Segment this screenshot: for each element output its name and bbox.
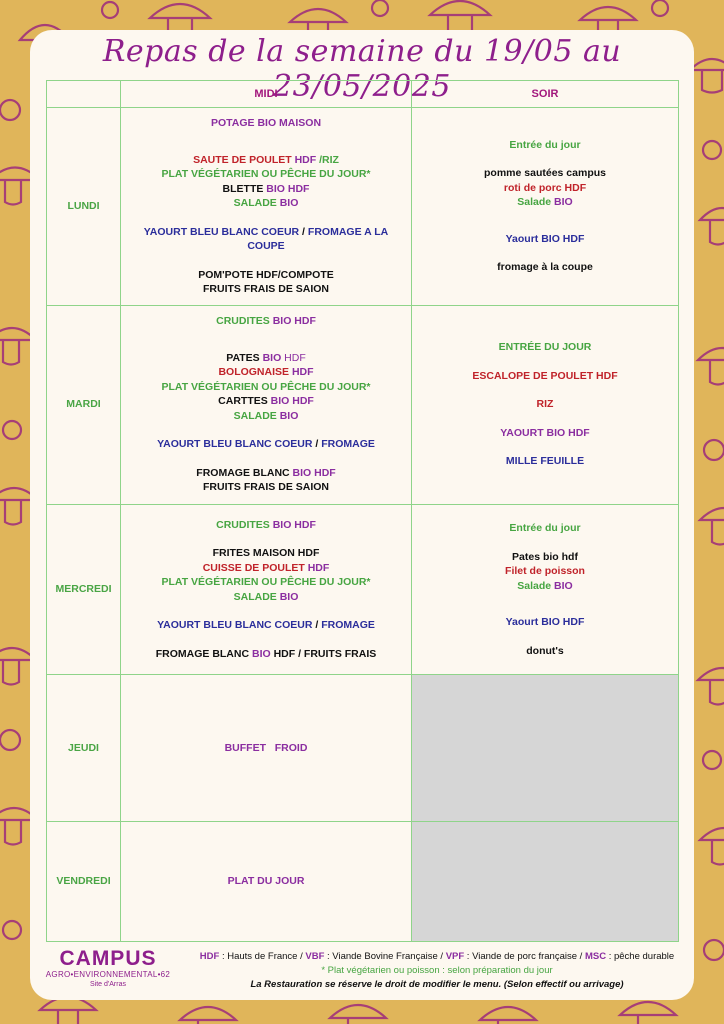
menu-line: FROMAGE BLANC BIO HDF: [196, 466, 336, 479]
menu-line: SALADE BIO: [233, 590, 299, 603]
day-mercredi: MERCREDI: [47, 504, 121, 674]
logo-name: CAMPUS: [59, 947, 157, 970]
menu-line: SALADE BIO: [233, 197, 299, 210]
corner-cell: [47, 81, 121, 108]
day-vendredi: VENDREDI: [47, 821, 121, 941]
menu-line: Yaourt BIO HDF: [505, 232, 585, 245]
menu-line: Salade BIO: [517, 579, 573, 592]
menu-line: roti de porc HDF: [503, 181, 587, 194]
menu-line: BOLOGNAISE HDF: [218, 366, 314, 379]
menu-line: PLAT VÉGÉTARIEN OU PÊCHE DU JOUR*: [161, 576, 371, 589]
menu-card: [30, 30, 694, 1000]
footer: [30, 948, 694, 998]
menu-line: YAOURT BLEU BLANC COEUR / FROMAGE A LA COUPE: [143, 225, 389, 253]
vendredi-soir-cell-empty: [412, 821, 679, 941]
jeudi-soir-cell-empty: [412, 675, 679, 821]
menu-line: donut's: [526, 644, 564, 657]
header-row: [47, 81, 679, 108]
menu-line: MILLE FEUILLE: [505, 455, 585, 468]
day-jeudi: JEUDI: [47, 675, 121, 821]
menu-line: Yaourt BIO HDF: [505, 616, 585, 629]
menu-line: YAOURT BIO HDF: [500, 426, 590, 439]
legend-abbreviations: HDF : Hauts de France / VBF : Viande Bovine Française / VPF : Viande de porc française / MSC : pêche durable: [199, 951, 675, 962]
vendredi-midi-cell: PLAT DU JOUR: [121, 821, 412, 941]
menu-line: SAUTE DE POULET HDF /RIZ: [193, 153, 339, 166]
menu-line: POTAGE BIO MAISON: [210, 117, 322, 130]
row-vendredi: [47, 821, 679, 941]
weekly-menu-table: [46, 80, 679, 942]
menu-line: PLAT VÉGÉTARIEN OU PÊCHE DU JOUR*: [161, 380, 371, 393]
row-mercredi: [47, 504, 679, 674]
mardi-midi-cell: [121, 305, 412, 504]
menu-line: CRUDITES BIO HDF: [216, 518, 316, 531]
menu-line: PLAT VÉGÉTARIEN OU PÊCHE DU JOUR*: [161, 168, 371, 181]
lundi-soir-cell: [412, 108, 679, 305]
menu-line: Salade BIO: [517, 196, 573, 209]
menu-line: FRUITS FRAIS DE SAION: [202, 283, 329, 296]
row-jeudi: [47, 675, 679, 821]
row-lundi: [47, 108, 679, 305]
menu-line: POM'POTE HDF/COMPOTE: [198, 268, 334, 281]
jeudi-midi-cell: BUFFET FROID: [121, 675, 412, 821]
menu-line: CRUDITES BIO HDF: [216, 315, 316, 328]
legend-note: * Plat végétarien ou poisson : selon préparation du jour: [321, 965, 553, 976]
menu-line: FRITES MAISON HDF: [212, 547, 320, 560]
header-midi: MIDI: [121, 81, 412, 108]
menu-line: BLETTE BIO HDF: [222, 182, 310, 195]
legend: [182, 950, 692, 992]
mardi-soir-cell: [412, 305, 679, 504]
menu-line: ENTRÉE DU JOUR: [498, 341, 592, 354]
lundi-midi-cell: [121, 108, 412, 305]
menu-line: ESCALOPE DE POULET HDF: [472, 369, 618, 382]
menu-line: Entrée du jour: [509, 138, 581, 151]
mercredi-midi-cell: [121, 504, 412, 674]
legend-disclaimer: La Restauration se réserve le droit de modifier le menu. (Selon effectif ou arrivage): [250, 979, 624, 990]
menu-line: YAOURT BLEU BLANC COEUR / FROMAGE: [157, 438, 375, 451]
menu-line: pomme sautées campus: [484, 167, 606, 180]
header-soir: SOIR: [412, 81, 679, 108]
day-lundi: LUNDI: [47, 108, 121, 305]
menu-line: FROMAGE BLANC BIO HDF / FRUITS FRAIS: [155, 647, 377, 660]
menu-line: Pates bio hdf: [512, 550, 578, 563]
menu-line: RIZ: [536, 398, 554, 411]
menu-line: YAOURT BLEU BLANC COEUR / FROMAGE: [157, 619, 375, 632]
menu-line: PATES BIO HDF: [226, 351, 306, 364]
logo-subtitle: AGRO•ENVIRONNEMENTAL•62: [45, 970, 171, 979]
menu-line: Filet de poisson: [505, 565, 585, 578]
menu-line: CARTTES BIO HDF: [218, 395, 314, 408]
menu-line: Entrée du jour: [509, 522, 581, 535]
menu-line: FRUITS FRAIS DE SAION: [202, 481, 329, 494]
menu-line: SALADE BIO: [233, 409, 299, 422]
mercredi-soir-cell: [412, 504, 679, 674]
logo-site: Site d'Arras: [90, 981, 126, 988]
page-title: Repas de la semaine du 19/05 au 23/05/2025: [102, 34, 622, 104]
day-mardi: MARDI: [47, 305, 121, 504]
row-mardi: [47, 305, 679, 504]
menu-line: CUISSE DE POULET HDF: [202, 561, 330, 574]
campus-logo: [38, 948, 178, 989]
menu-line: fromage à la coupe: [497, 261, 593, 274]
